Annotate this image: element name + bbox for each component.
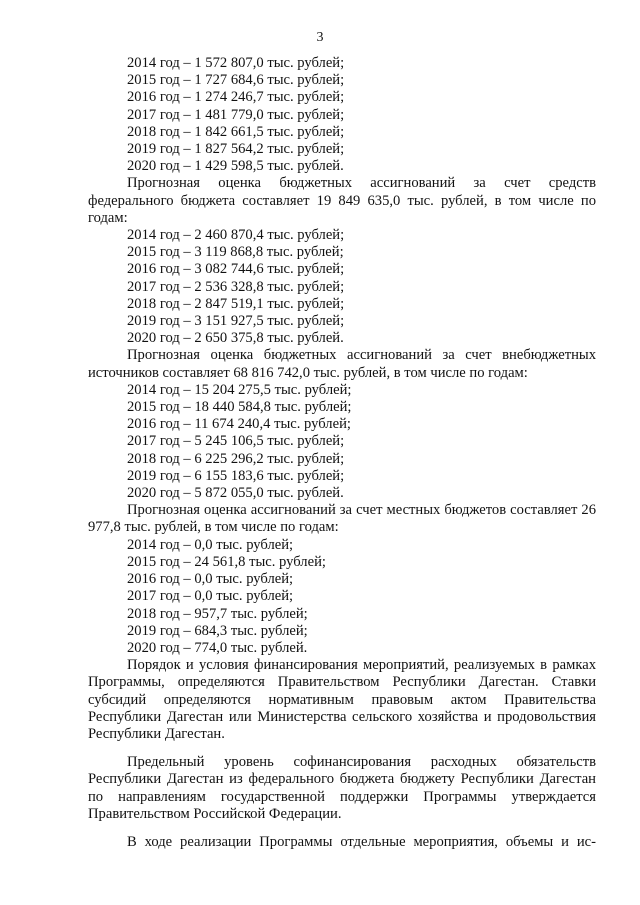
list-item: 2020 год – 5 872 055,0 тыс. рублей. [127, 485, 344, 502]
list-item: 2018 год – 6 225 296,2 тыс. рублей; [127, 450, 345, 467]
financing-procedure-paragraph: Порядок и условия финансирования мероприятий, реализуемых в рамках Программы, определяются Правительством Республики Дагестан. Ставки субсидий определяются нормативным правовым актом Правительства Республики Дагестан или Министерства сельского хозяйства и продовольствия Республики Дагестан. [88, 657, 596, 742]
list-item: 2016 год – 11 674 240,4 тыс. рублей; [127, 416, 351, 433]
cofinancing-limit-paragraph: Предельный уровень софинансирования расходных обязательств Республики Дагестан из федерального бюджета бюджету Республики Дагестан по направлениям государственной поддержки Программы утверждается Правительством Российской Федерации. [88, 754, 596, 822]
list-item: 2017 год – 0,0 тыс. рублей; [127, 588, 294, 605]
extrabudget-paragraph: Прогнозная оценка бюджетных ассигнований за счет внебюджетных источников составляет 68 816 742,0 тыс. рублей, в том числе по годам: [88, 347, 596, 381]
page-number: 3 [316, 30, 324, 45]
list-item: 2015 год – 3 119 868,8 тыс. рублей; [127, 244, 344, 261]
list-item: 2019 год – 3 151 927,5 тыс. рублей; [127, 313, 345, 330]
list-item: 2018 год – 1 842 661,5 тыс. рублей; [127, 123, 345, 140]
list-item: 2019 год – 1 827 564,2 тыс. рублей; [127, 141, 345, 158]
list-item: 2014 год – 15 204 275,5 тыс. рублей; [127, 381, 352, 398]
list-item: 2016 год – 3 082 744,6 тыс. рублей; [127, 261, 345, 278]
federal-budget-paragraph: Прогнозная оценка бюджетных ассигнований за счет средств федерального бюджета составляет 19 849 635,0 тыс. рублей, в том числе по годам: [88, 175, 596, 226]
list-item: 2014 год – 1 572 807,0 тыс. рублей; [127, 55, 345, 71]
list-item: 2020 год – 774,0 тыс. рублей. [127, 639, 308, 656]
federal-budget-year-list [88, 227, 596, 347]
list-item: 2019 год – 6 155 183,6 тыс. рублей; [127, 467, 345, 484]
list-item: 2017 год – 5 245 106,5 тыс. рублей; [127, 433, 345, 450]
page-body [88, 55, 596, 851]
local-budget-paragraph: Прогнозная оценка ассигнований за счет местных бюджетов составляет 26 977,8 тыс. рублей, в том числе по годам: [88, 502, 596, 536]
list-item: 2018 год – 2 847 519,1 тыс. рублей; [127, 295, 345, 312]
extrabudget-year-list [88, 382, 596, 502]
regional-budget-year-list [88, 55, 596, 175]
list-item: 2018 год – 957,7 тыс. рублей; [127, 605, 308, 622]
list-item: 2020 год – 1 429 598,5 тыс. рублей. [127, 158, 344, 175]
local-budget-year-list [88, 537, 596, 657]
list-item: 2015 год – 18 440 584,8 тыс. рублей; [127, 399, 352, 416]
list-item: 2017 год – 2 536 328,8 тыс. рублей; [127, 278, 345, 295]
list-item: 2014 год – 2 460 870,4 тыс. рублей; [127, 227, 345, 244]
list-item: 2016 год – 0,0 тыс. рублей; [127, 571, 294, 588]
list-item: 2014 год – 0,0 тыс. рублей; [127, 536, 294, 553]
list-item: 2015 год – 1 727 684,6 тыс. рублей; [127, 72, 345, 89]
list-item: 2017 год – 1 481 779,0 тыс. рублей; [127, 106, 345, 123]
list-item: 2015 год – 24 561,8 тыс. рублей; [127, 553, 326, 570]
closing-paragraph-line: В ходе реализации Программы отдельные мероприятия, объемы и ис- [127, 833, 596, 850]
list-item: 2020 год – 2 650 375,8 тыс. рублей. [127, 330, 344, 347]
list-item: 2019 год – 684,3 тыс. рублей; [127, 622, 308, 639]
list-item: 2016 год – 1 274 246,7 тыс. рублей; [127, 89, 345, 106]
